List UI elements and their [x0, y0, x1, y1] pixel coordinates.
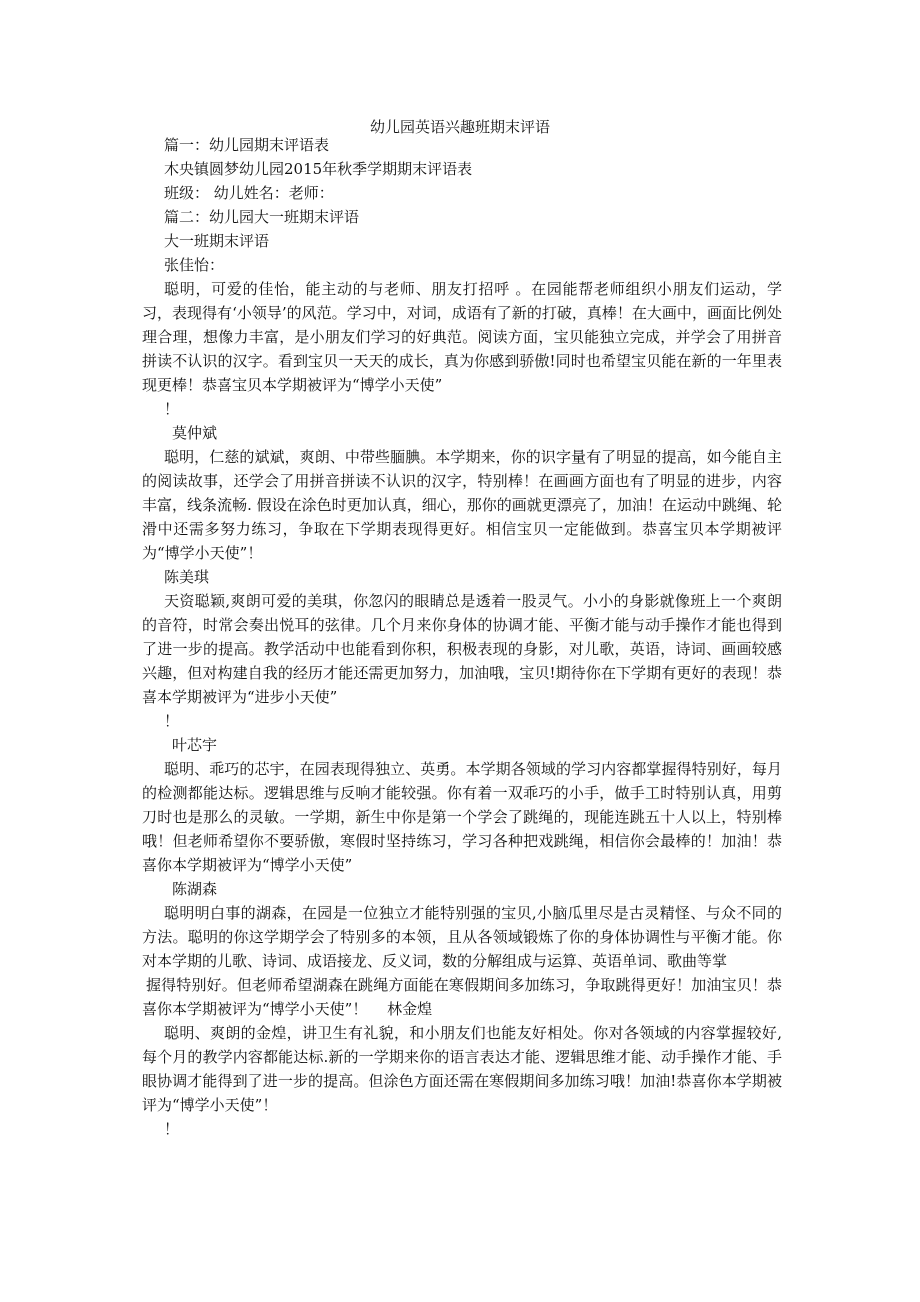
student-comment: 聪明、爽朗的金煌，讲卫生有礼貌，和小朋友们也能友好相处。你对各领域的内容掌握较好,每个月的教学内容都能达标.新的一学期来你的语言表达才能、逻辑思维才能、动手操作才能、手眼协调才能得到了进一步的提高。但涂色方面还需在寒假期间多加练习哦！加油!恭喜你本学期被评为“博学小天使”！	[142, 1024, 782, 1114]
student-name: 张佳怡：	[164, 256, 225, 274]
student-name: 陈美琪	[164, 568, 210, 586]
form-fields: 班级： 幼儿姓名：老师：	[164, 184, 334, 202]
student-comment: 聪明，仁慈的斌斌，爽朗、中带些腼腆。本学期来，你的识字量有了明显的提高，如今能自主的阅读故事，还学会了用拼音拼读不认识的汉字，特别棒！在画画方面也有了明显的进步，内容丰富，线条流畅. 假设在涂色时更加认真，细心，那你的画就更漂亮了，加油！在运动中跳绳、轮滑中还需多努力练习，争取在下学期表现得更好。相信宝贝一定能做到。恭喜宝贝本学期被评为“博学小天使”！	[142, 448, 782, 562]
class-title: 大一班期末评语	[164, 232, 270, 250]
student-name: 陈湖森	[172, 880, 218, 898]
comment-tail: ！	[164, 712, 180, 730]
student-comment: 天资聪颖,爽朗可爱的美琪，你忽闪的眼睛总是透着一股灵气。小小的身影就像班上一个爽朗的音符，时常会奏出悦耳的弦律。几个月来你身体的协调才能、平衡才能与动手操作才能也得到了进一步的提高。教学活动中也能看到你积，积极表现的身影，对儿歌，英语，诗词、画画较感兴趣，但对构建自我的经历才能还需更加努力，加油哦，宝贝!期待你在下学期有更好的表现！恭喜本学期被评为“进步小天使”	[142, 592, 782, 706]
student-name: 叶芯宇	[172, 736, 218, 754]
student-comment: 聪明明白事的湖森，在园是一位独立才能特别强的宝贝,小脑瓜里尽是古灵精怪、与众不同的方法。聪明的你这学期学会了特别多的本领，且从各领域锻炼了你的身体协调性与平衡才能。你对本学期的儿歌、诗词、成语接龙、反义词，数的分解组成与运算、英语单词、歌曲等掌	[142, 904, 782, 970]
school-form-title: 木央镇圆梦幼儿园2015年秋季学期期末评语表	[164, 160, 473, 178]
section-heading-1: 篇一：幼儿园期末评语表	[164, 136, 330, 154]
student-comment: 聪明，可爱的佳怡，能主动的与老师、朋友打招呼 。在园能帮老师组织小朋友们运动，学习，表现得有‘小领导’的风范。学习中，对词，成语有了新的打破，真棒！在大画中，画面比例处理合理，想像力丰富，是小朋友们学习的好典范。阅读方面，宝贝能独立完成，并学会了用拼音拼读不认识的汉字。看到宝贝一天天的成长，真为你感到骄傲!同时也希望宝贝能在新的一年里表现更棒！恭喜宝贝本学期被评为“博学小天使”	[142, 280, 782, 394]
comment-tail: ！	[164, 400, 180, 418]
student-name: 莫仲斌	[172, 424, 218, 442]
comment-tail: ！	[164, 1120, 180, 1138]
document-title: 幼儿园英语兴趣班期末评语	[369, 118, 550, 136]
comment-continuation: 握得特别好。但老师希望湖森在跳绳方面能在寒假期间多加练习，争取跳得更好！加油宝贝！恭喜你本学期被评为“博学小天使”！ 林金煌	[142, 976, 782, 1018]
document-body	[142, 133, 782, 1141]
student-comment: 聪明、乖巧的芯宇，在园表现得独立、英勇。本学期各领域的学习内容都掌握得特别好，每月的检测都能达标。逻辑思维与反响才能较强。你有着一双乖巧的小手，做手工时特别认真，用剪刀时也是那么的灵敏。一学期，新生中你是第一个学会了跳绳的，现能连跳五十人以上，特别棒哦！但老师希望你不要骄傲，寒假时坚持练习，学习各种把戏跳绳，相信你会最棒的！加油！恭喜你本学期被评为“博学小天使”	[142, 760, 782, 874]
section-heading-2: 篇二：幼儿园大一班期末评语	[164, 208, 360, 226]
